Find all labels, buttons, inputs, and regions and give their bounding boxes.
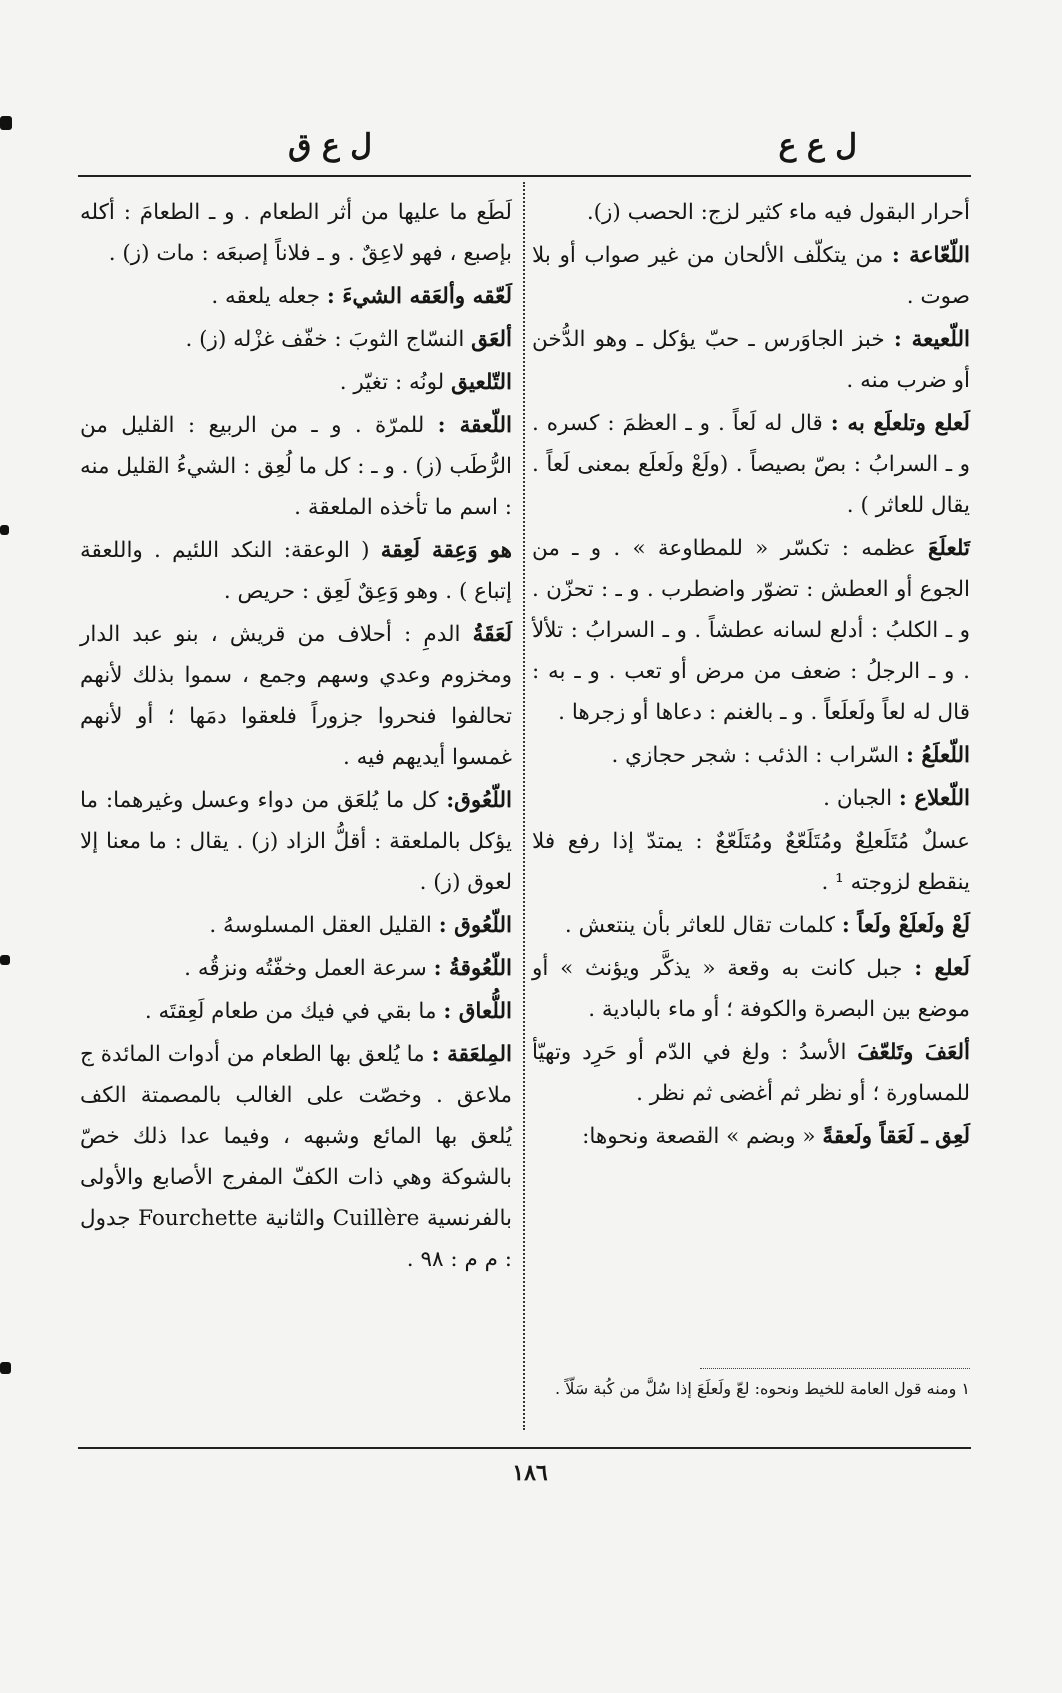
entry-text: جبل كانت به وقعة « يذكَّر ويؤنث » أو موضع بين البصرة والكوفة ؛ أو ماء بالبادية .: [532, 956, 970, 1022]
entry-text: السّراب : الذئب : شجر حجازي .: [611, 743, 900, 768]
entry: [532, 319, 970, 401]
entry-headword: اللّعُوق:: [446, 788, 512, 813]
entry-text: عسلٌ مُتَلَعلِعٌ ومُتَلَعّعٌ ومُتَلَعّعٌ : يمتدّ إذا رفع فلا ينقطع لزوجته ¹ .: [532, 829, 970, 895]
entry: [80, 192, 512, 274]
footer-rule: [78, 1447, 971, 1449]
left-column: [80, 192, 512, 1282]
entry-headword: لَعلع :: [914, 956, 970, 981]
entry: [532, 528, 970, 733]
entry-headword: اللّعلاع :: [898, 786, 970, 811]
entry-text: قال له لَعاً . و ـ العظمَ : كسره . و ـ السرابُ : بصّ بصيصاً . (ولَعْ ولَعلَع بمعنى لَعاً . يقال للعاثر ) .: [532, 411, 970, 518]
scan-edge-mark: [0, 1362, 11, 1374]
entry: [532, 735, 970, 776]
entry-text: للمرّة . و ـ من الربيع : القليل من الرُّطَب (ز) . و ـ : كل ما لُعِق : الشيءُ القليل منه : اسم ما تأخذه الملعقة .: [80, 413, 512, 520]
entry-headword: تَلعلَعَ: [927, 536, 970, 561]
entry-headword: هو وَعِقة لَعِقة: [380, 538, 512, 563]
entry: [532, 192, 970, 233]
entry-headword: اللّعّاعة :: [891, 243, 971, 268]
entry-headword: لَعِق ـ لَعَقاً ولَعقةً: [822, 1124, 970, 1149]
entry-text: ما بقي في فيك من طعام لَعِقتَه .: [144, 999, 437, 1024]
entry-headword: اللّعُوقةُ :: [433, 956, 512, 981]
footnote: ١ ومنه قول العامة للخيط ونحوه: لعّ ولَعلَعَ إذا سُلَّ من كُبة سَلّاً .: [555, 1379, 970, 1398]
header-rule: [78, 175, 971, 177]
entry-headword: اللّعيعة :: [893, 327, 970, 352]
right-column: [532, 192, 970, 1159]
entry: [532, 1032, 970, 1114]
entry-headword: ألعَق: [471, 327, 512, 352]
scan-edge-mark: [0, 116, 12, 130]
entry-text: الأسدُ : ولغ في الدّم أو حَرِد وتهيّأ للمساورة ؛ أو نظر ثم أغضى ثم نظر .: [532, 1040, 970, 1106]
entry-headword: المِلعَقة :: [431, 1042, 512, 1067]
entry-headword: ألعَفَ وتَلعّفَ: [857, 1040, 971, 1065]
entry: [532, 821, 970, 903]
entry: [80, 991, 512, 1032]
entry: [532, 235, 970, 317]
entry-headword: اللُّعاق :: [443, 999, 512, 1024]
entry: [80, 362, 512, 403]
entry-text: « وبضم » القصعة ونحوها:: [582, 1124, 816, 1149]
entry-text: أحرار البقول فيه ماء كثير لزج: الحصب (ز).: [586, 200, 970, 225]
entry: [532, 778, 970, 819]
footnote-rule: [700, 1368, 970, 1369]
entry-headword: لَعلع وتلعلَع به :: [830, 411, 970, 436]
entry: [80, 530, 512, 612]
entry-text: خبز الجاوَرس ـ حبّ يؤكل ـ وهو الدُّخن أو ضرب منه .: [532, 327, 970, 393]
entry-headword: لَعّقه وألعَقه الشيءَ :: [326, 284, 512, 309]
scan-edge-mark: [0, 525, 9, 535]
entry-text: ما يُلعق بها الطعام من أدوات المائدة ج ملاعق . وخصّت على الغالب بالمصمتة الكف يُلعق بها المائع وشبهه ، وفيما عدا ذلك خصّ بالشوكة وهي ذات الكفّ المفرج الأصابع والأولى بالفرنسية Cuillère والثانية Fourchette جدول : م م : ٩٨ .: [80, 1042, 512, 1272]
entry-text: ( الوعقة: النكد اللئيم . واللعقة إتباع ) . وهو وَعِقٌ لَعِق : حريص .: [80, 538, 512, 604]
entry-text: عظمه : تكسّر « للمطاوعة » . و ـ من الجوع أو العطش : تضوّر واضطرب . و ـ : تحزّن . و ـ الكلبُ : أدلع لسانه عطشاً . و ـ السرابُ : تلألأ . و ـ الرجلُ : ضعف من مرض أو تعب . و ـ به : قال له لعاً ولَعلَعاً . و ـ بالغنم : دعاها أو زجرها .: [532, 536, 970, 725]
scan-edge-mark: [0, 955, 10, 965]
entry-headword: اللّعُوق :: [438, 913, 512, 938]
entry: [80, 319, 512, 360]
entry: [532, 1116, 970, 1157]
entry-headword: اللّعلَعُ :: [906, 743, 970, 768]
column-divider: [523, 182, 525, 1430]
entry-text: القليل العقل المسلوسهُ .: [209, 913, 432, 938]
running-header-left: ل ع ق: [288, 128, 372, 163]
entry: [80, 614, 512, 778]
entry: [80, 276, 512, 317]
entry-text: الجبان .: [823, 786, 893, 811]
entry: [532, 403, 970, 526]
entry: [532, 948, 970, 1030]
running-header-right: ل ع ع: [778, 128, 857, 163]
entry-text: جعله يلعقه .: [211, 284, 321, 309]
entry-headword: التّلعيق: [451, 370, 512, 395]
entry-text: سرعة العمل وخفّتُه ونزقُه .: [184, 956, 427, 981]
entry-text: النسّاج الثوبَ : خفّف غزْله (ز) .: [185, 327, 465, 352]
entry-text: الدمِ : أحلاف من قريش ، بنو عبد الدار ومخزوم وعدي وسهم وجمع ، سموا بذلك لأنهم تحالفوا فنحروا جزوراً فلعقوا دمَها ؛ أو لأنهم غمسوا أيديهم فيه .: [80, 622, 512, 770]
entry: [80, 780, 512, 903]
entry-headword: اللّعقة :: [437, 413, 513, 438]
entry: [80, 948, 512, 989]
entry-headword: لَعْ ولَعلَعْ ولَعاً :: [841, 913, 970, 938]
entry: [80, 1034, 512, 1280]
entry-text: لونُه : تغيّر .: [339, 370, 445, 395]
entry: [80, 905, 512, 946]
entry-text: لَطَع ما عليها من أثر الطعام . و ـ الطعامَ : أكله بإصبع ، فهو لاعِقٌ . و ـ فلاناً إصبعَه : مات (ز) .: [80, 200, 512, 266]
entry-text: من يتكلّف الألحان من غير صواب أو بلا صوت .: [532, 243, 970, 309]
entry-headword: لَعَقَةُ: [472, 622, 512, 647]
entry: [532, 905, 970, 946]
page-number: ١٨٦: [512, 1460, 548, 1486]
entry: [80, 405, 512, 528]
entry-text: كل ما يُلعَق من دواء وعسل وغيرهما: ما يؤكل بالملعقة : أقلُّ الزاد (ز) . يقال : ما معنا إلا لعوق (ز) .: [80, 788, 512, 895]
entry-text: كلمات تقال للعاثر بأن ينتعش .: [564, 913, 836, 938]
